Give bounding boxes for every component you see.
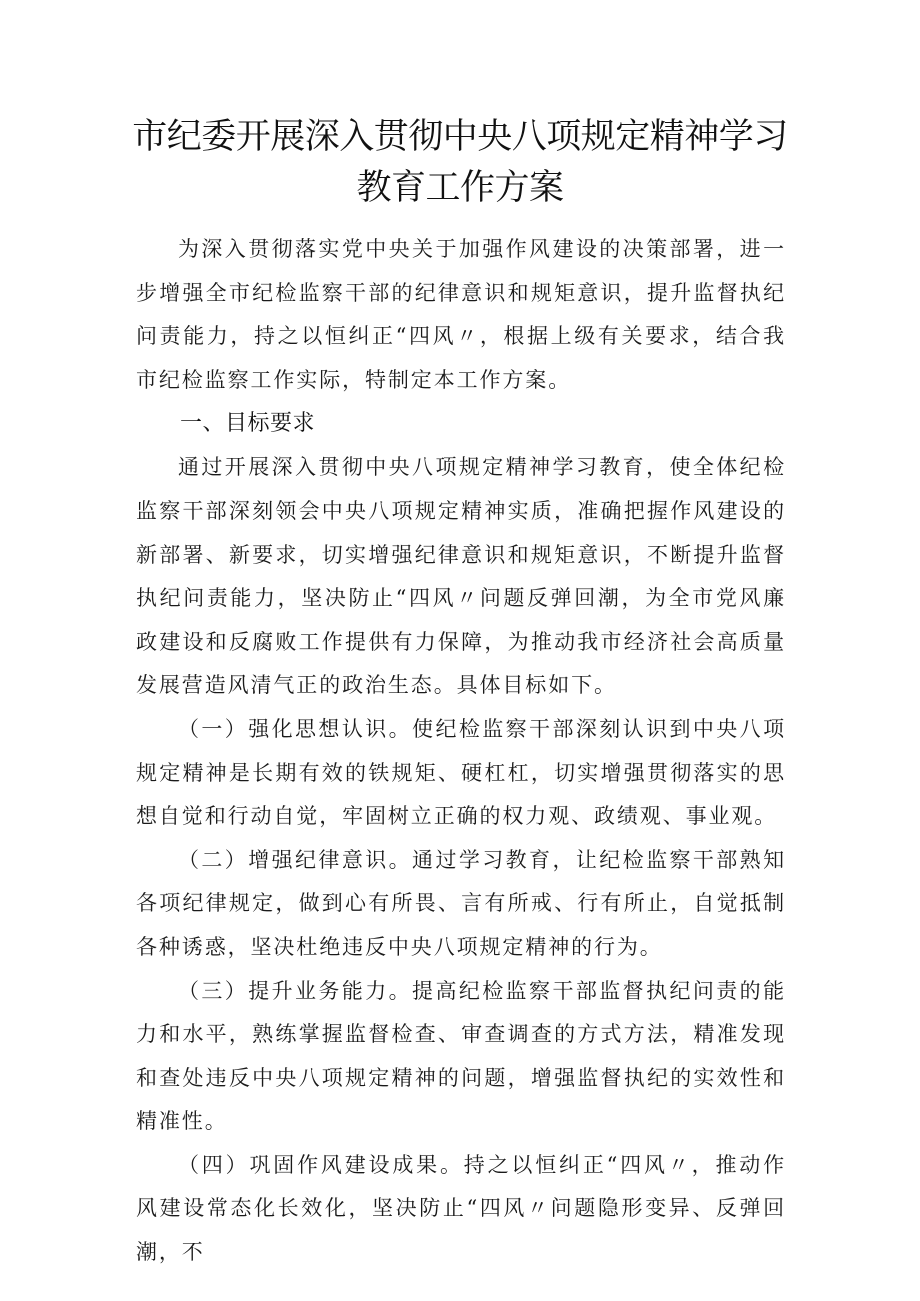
intro-paragraph: 为深入贯彻落实党中央关于加强作风建设的决策部署，进一步增强全市纪检监察干部的纪律意识和规矩意识，提升监督执纪问责能力，持之以恒纠正“四风〃，根据上级有关要求，结合我市纪检监察工作实际，特制定本工作方案。 [136, 237, 786, 392]
goal-item-2: （二）增强纪律意识。通过学习教育，让纪检监察干部熟知各项纪律规定，做到心有所畏、言有所戒、行有所止，自觉抵制各种诱惑，坚决杜绝违反中央八项规定精神的行为。 [136, 847, 786, 959]
document-body [136, 228, 786, 1275]
goal-item-1: （一）强化思想认识。使纪检监察干部深刻认识到中央八项规定精神是长期有效的铁规矩、硬杠杠，切实增强贯彻落实的思想自觉和行动自觉，牢固树立正确的权力观、政绩观、事业观。 [136, 716, 786, 829]
document-title: 市纪委开展深入贯彻中央八项规定精神学习教育工作方案 [132, 117, 788, 208]
goals-paragraph: 通过开展深入贯彻中央八项规定精神学习教育，使全体纪检监察干部深刻领会中央八项规定精神实质，准确把握作风建设的新部署、新要求，切实增强纪律意识和规矩意识，不断提升监督执纪问责能力，坚决防止“四风〃问题反弹回潮，为全市党风廉政建设和反腐败工作提供有力保障，为推动我市经济社会高质量发展营造风清气正的政治生态。具体目标如下。 [136, 455, 786, 698]
goal-item-4: （四）巩固作风建设成果。持之以恒纠正“四风〃，推动作风建设常态化长效化，坚决防止“四风〃问题隐形变异、反弹回潮，不 [136, 1152, 786, 1265]
section-heading-goals: 一、目标要求 [180, 411, 316, 437]
goal-item-3: （三）提升业务能力。提高纪检监察干部监督执纪问责的能力和水平，熟练掌握监督检查、审查调查的方式方法，精准发现和查处违反中央八项规定精神的问题，增强监督执纪的实效性和精准性。 [136, 978, 786, 1134]
